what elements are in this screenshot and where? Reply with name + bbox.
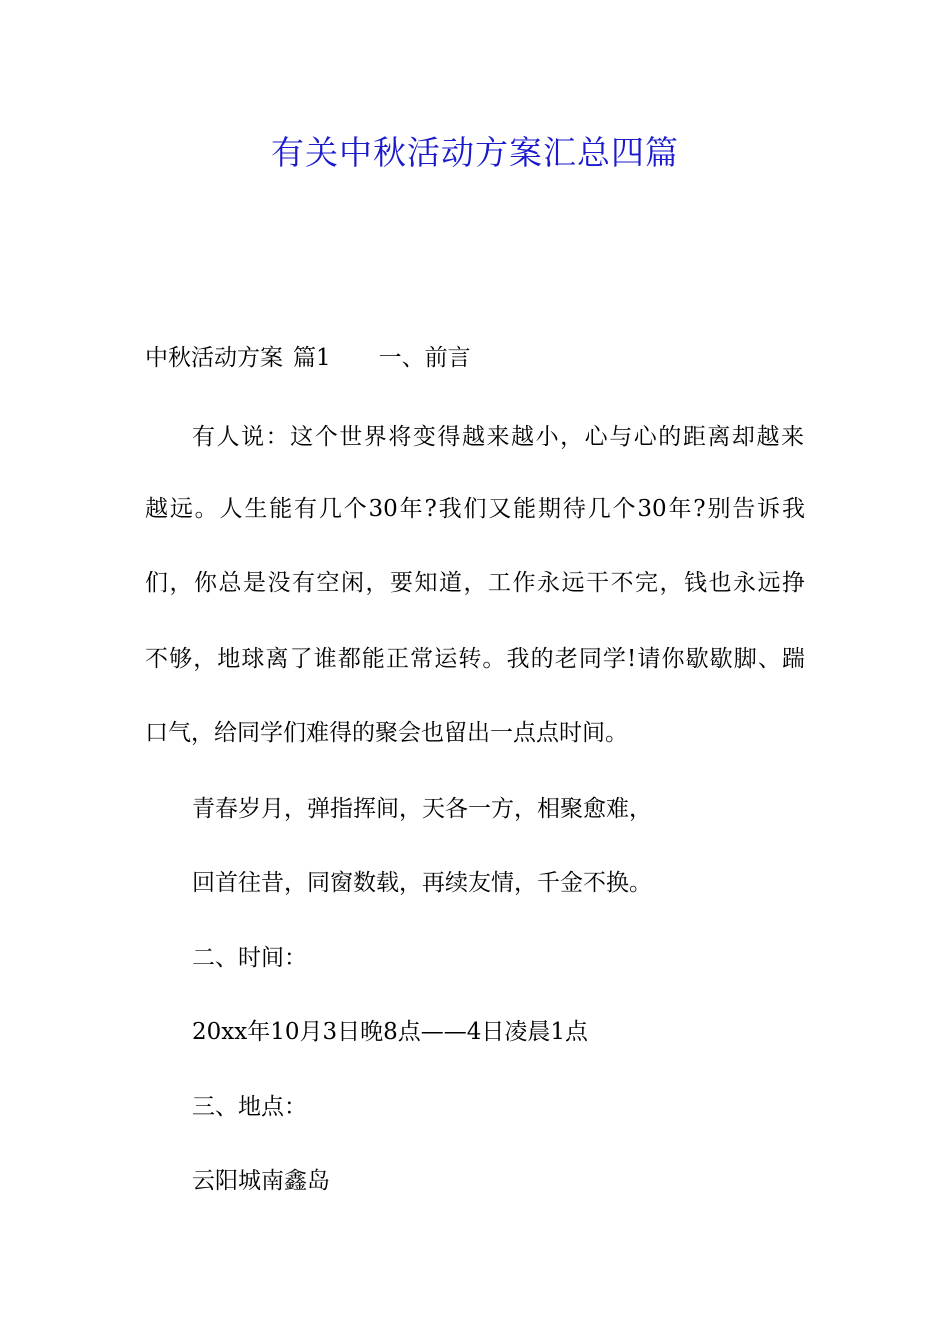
paragraph-line-5: 口气，给同学们难得的聚会也留出一点点时间。: [145, 720, 628, 746]
time-heading: 二、时间：: [192, 945, 307, 971]
document-title: 有关中秋活动方案汇总四篇: [271, 133, 679, 172]
paragraph-line-1: 有人说：这个世界将变得越来越小，心与心的距离却越来: [192, 424, 804, 450]
paragraph-line-2: 越远。人生能有几个30年?我们又能期待几个30年?别告诉我: [145, 496, 805, 522]
section-name: 中秋活动方案: [145, 345, 283, 371]
time-value: 20xx年10月3日晚8点——4日凌晨1点: [192, 1019, 589, 1045]
paragraph-line-3: 们，你总是没有空闲，要知道，工作永远干不完，钱也永远挣: [145, 570, 805, 596]
paragraph-line-4: 不够，地球离了谁都能正常运转。我的老同学!请你歇歇脚、踹: [145, 646, 805, 672]
section-heading-line: [145, 343, 471, 373]
verse-line-2: 回首往昔，同窗数载，再续友情，千金不换。: [192, 870, 652, 896]
first-heading: 一、前言: [378, 345, 471, 371]
place-value: 云阳城南鑫岛: [192, 1168, 330, 1194]
place-heading: 三、地点：: [192, 1094, 307, 1120]
verse-line-1: 青春岁月，弹指挥间，天各一方，相聚愈难，: [192, 796, 652, 822]
part-label: 篇1: [293, 345, 331, 371]
